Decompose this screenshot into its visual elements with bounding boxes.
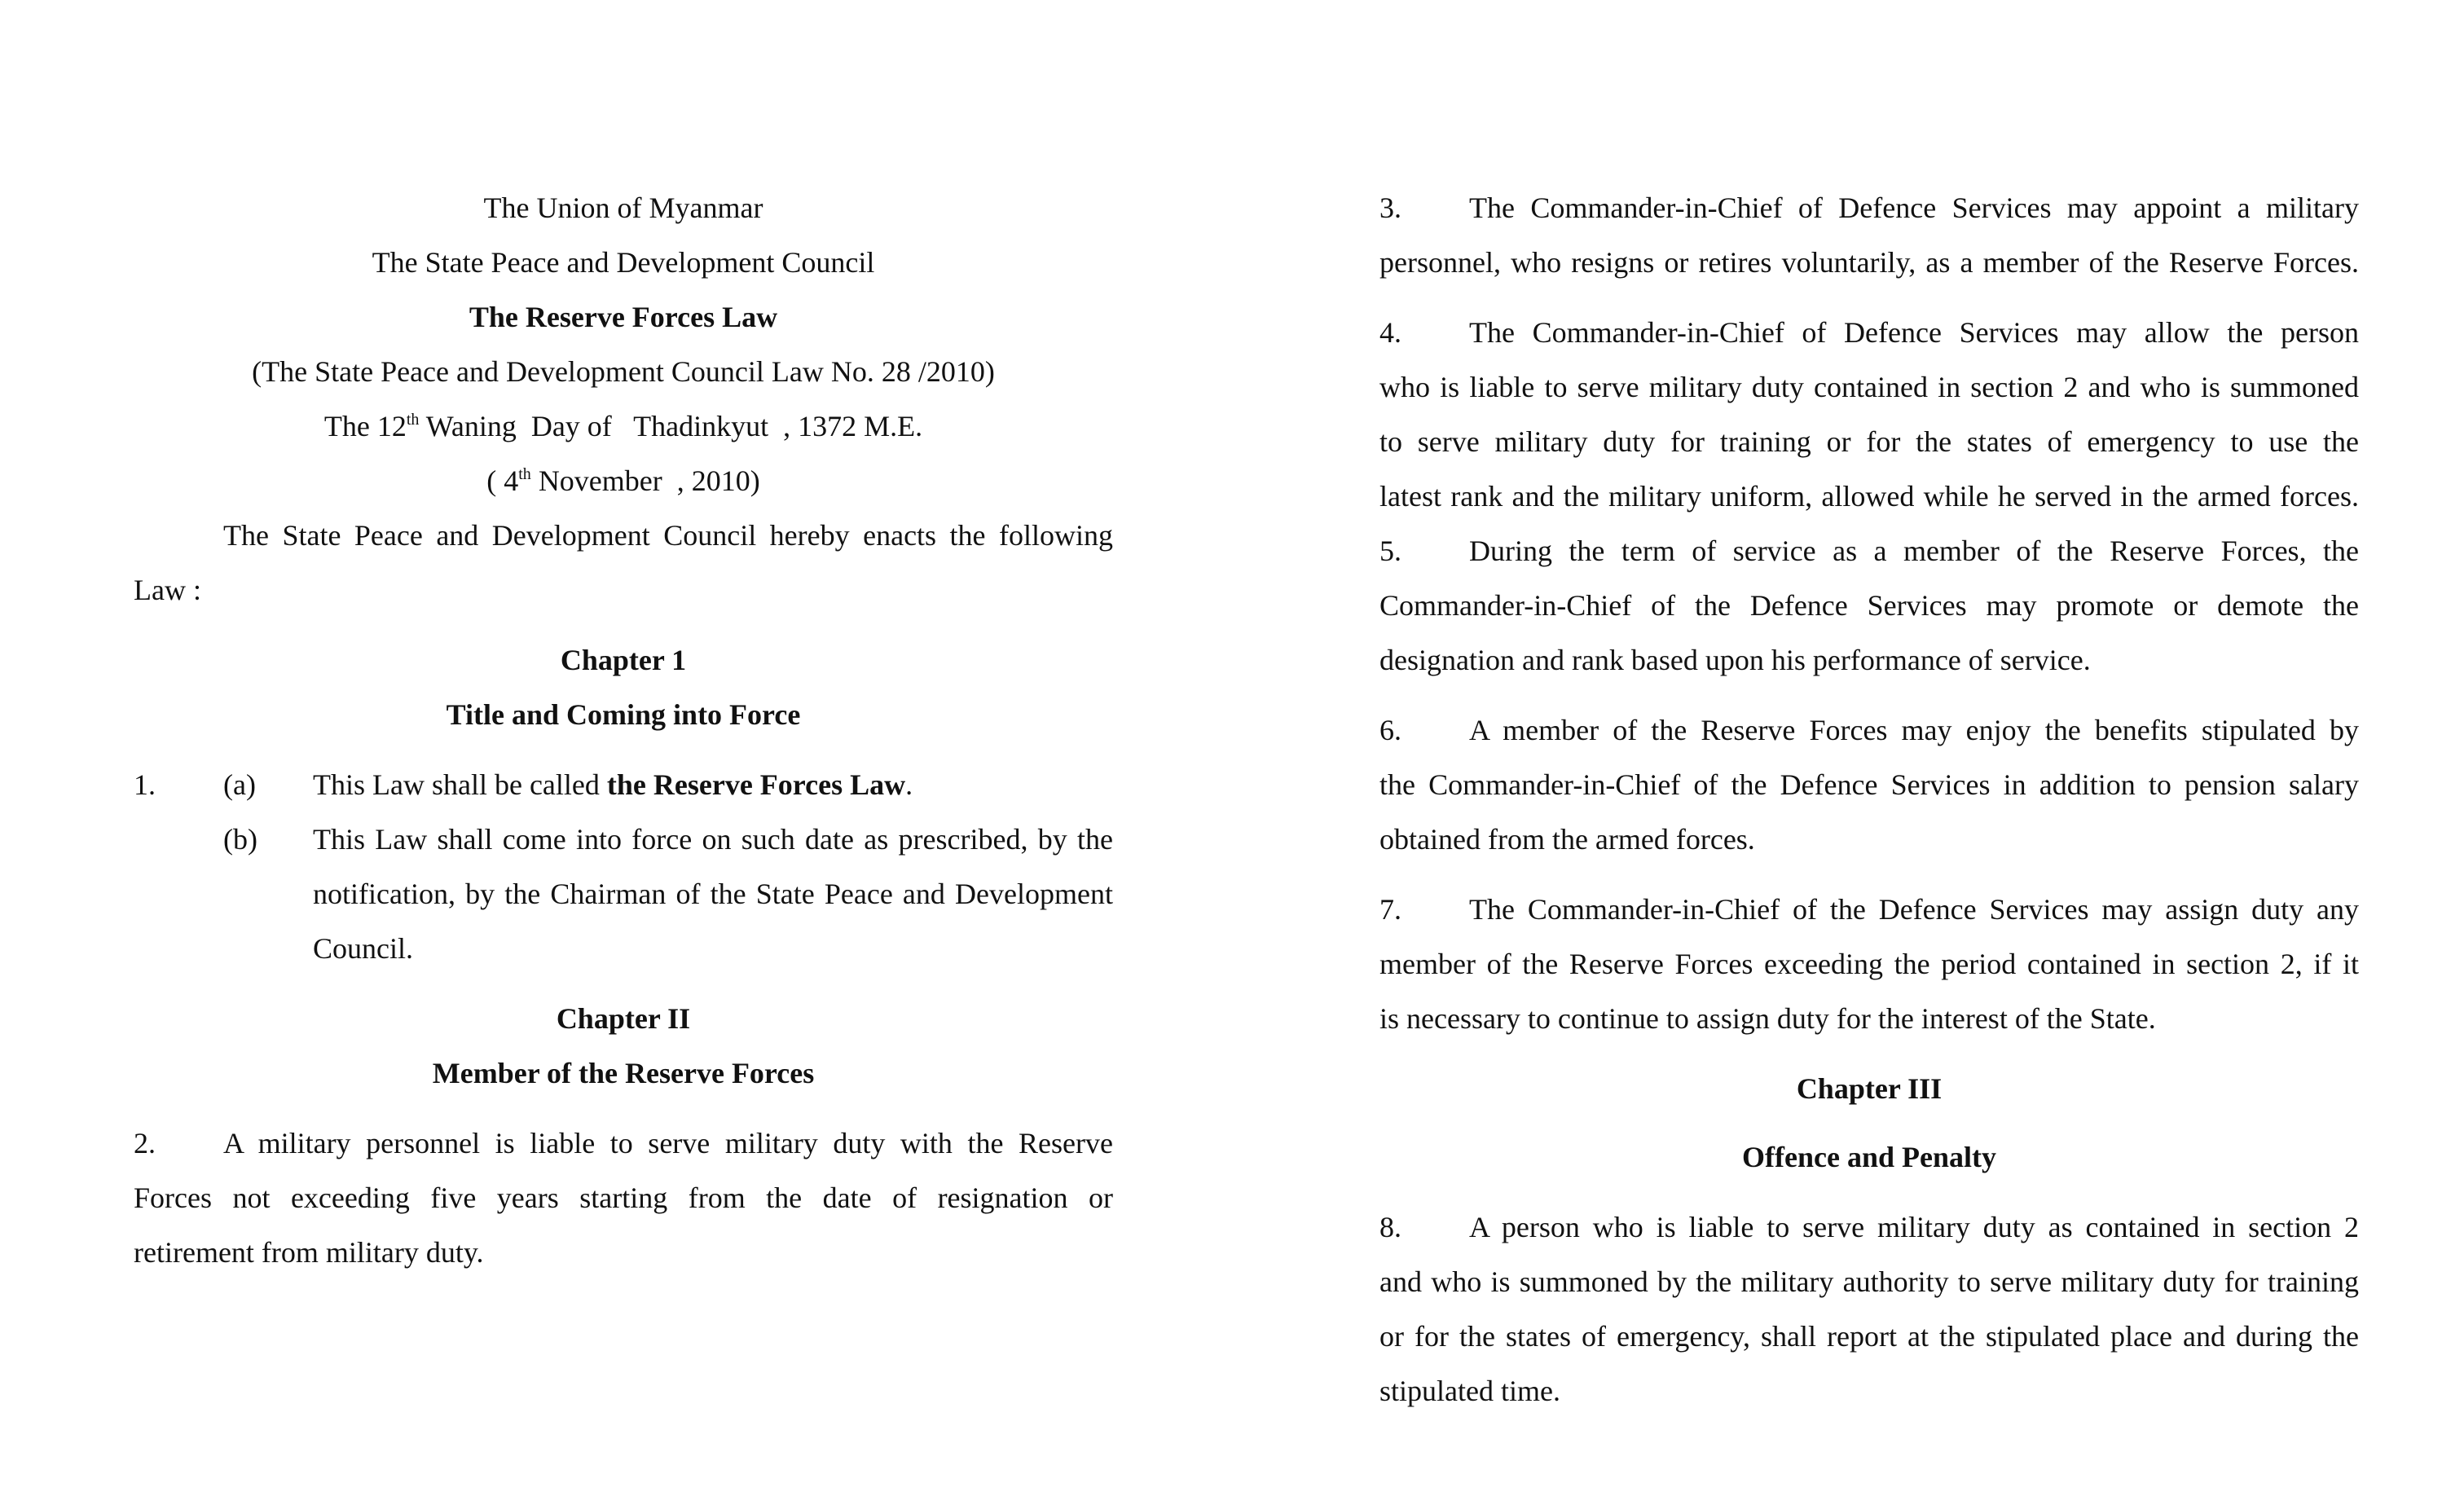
- section-1-number: 1.: [134, 768, 156, 801]
- gregorian-date-post: November , 2010): [530, 464, 760, 497]
- section-8-line-3: or for the states of emergency, shall report at the stipulated place and during the: [1379, 1320, 2359, 1353]
- section-2-line-2: Forces not exceeding five years starting from the date of resignation or: [134, 1181, 1113, 1214]
- myanmar-date-post: Waning Day of Thadinkyut , 1372 M.E.: [419, 410, 923, 442]
- section-6-number: 6.: [1379, 714, 1401, 746]
- section-1-b: [134, 812, 1113, 867]
- union-title: The Union of Myanmar: [483, 191, 763, 224]
- section-1-b-line-3: Council.: [313, 932, 413, 965]
- section-3-number: 3.: [1379, 191, 1401, 224]
- section-4-line-1: The Commander-in-Chief of Defence Services may allow the person: [1469, 316, 2359, 349]
- chapter-2-heading: Chapter II: [556, 1002, 691, 1035]
- section-6-line-1-row: [1379, 703, 2359, 758]
- law-title: The Reserve Forces Law: [469, 301, 778, 333]
- section-6-line-2: the Commander-in-Chief of the Defence Services in addition to pension salary: [1379, 768, 2359, 801]
- preamble-line-1: The State Peace and Development Council hereby enacts the following: [223, 519, 1113, 552]
- gregorian-date-pre: ( 4: [486, 464, 519, 497]
- chapter-1-heading: Chapter 1: [560, 644, 687, 676]
- chapter-3-heading: Chapter III: [1796, 1072, 1943, 1105]
- section-4-line-4: latest rank and the military uniform, allowed while he served in the armed forces.: [1379, 480, 2359, 513]
- section-1-b-line-1: This Law shall come into force on such date as prescribed, by the: [313, 823, 1113, 856]
- section-5-line-2: Commander-in-Chief of the Defence Services may promote or demote the: [1379, 589, 2359, 622]
- section-3-line-1: The Commander-in-Chief of Defence Services may appoint a military: [1469, 191, 2359, 224]
- section-1-a-label: (a): [223, 768, 256, 801]
- section-1-b-label: (b): [223, 823, 257, 856]
- gregorian-date-sup: th: [518, 465, 531, 483]
- section-1-a: [134, 758, 1113, 812]
- section-2-line-1: A military personnel is liable to serve military duty with the Reserve: [223, 1127, 1113, 1159]
- myanmar-date: [134, 399, 1113, 454]
- preamble-line-2: Law :: [134, 574, 201, 606]
- council-title: The State Peace and Development Council: [372, 246, 875, 279]
- section-1-a-text: This Law shall be called: [313, 768, 607, 801]
- section-5-line-1: During the term of service as a member of the Reserve Forces, the: [1469, 535, 2359, 567]
- section-1-a-law-name: the Reserve Forces Law: [606, 768, 906, 801]
- section-3-line-2: personnel, who resigns or retires voluntarily, as a member of the Reserve Forces.: [1379, 246, 2359, 279]
- section-3-line-1-row: [1379, 181, 2359, 235]
- section-7-line-1-row: [1379, 882, 2359, 937]
- section-8-line-4: stipulated time.: [1379, 1375, 1560, 1407]
- section-1-b-line-2: notification, by the Chairman of the State Peace and Development: [313, 878, 1113, 910]
- section-6-line-3: obtained from the armed forces.: [1379, 823, 1755, 856]
- section-8-number: 8.: [1379, 1211, 1401, 1243]
- section-4-line-1-row: [1379, 306, 2359, 360]
- section-4-number: 4.: [1379, 316, 1401, 349]
- section-8-line-1: A person who is liable to serve military duty as contained in section 2: [1469, 1211, 2359, 1243]
- section-2-line-3: retirement from military duty.: [134, 1236, 484, 1269]
- gregorian-date: [134, 454, 1113, 508]
- section-7-line-1: The Commander-in-Chief of the Defence Services may assign duty any: [1469, 893, 2359, 926]
- section-7-line-2: member of the Reserve Forces exceeding the period contained in section 2, if it: [1379, 948, 2359, 980]
- section-8-line-2: and who is summoned by the military authority to serve military duty for training: [1379, 1265, 2359, 1298]
- section-6-line-1: A member of the Reserve Forces may enjoy the benefits stipulated by: [1469, 714, 2359, 746]
- right-page: [1379, 181, 2359, 1419]
- section-5-line-3: designation and rank based upon his performance of service.: [1379, 644, 2091, 676]
- myanmar-date-sup: th: [406, 411, 420, 429]
- section-7-line-3: is necessary to continue to assign duty for the interest of the State.: [1379, 1002, 2156, 1035]
- section-4-line-3: to serve military duty for training or for the states of emergency to use the: [1379, 425, 2359, 458]
- section-5-number: 5.: [1379, 535, 1401, 567]
- section-2-number: 2.: [134, 1127, 156, 1159]
- chapter-2-subheading: Member of the Reserve Forces: [432, 1057, 815, 1089]
- left-page: [134, 181, 1113, 1280]
- section-8-line-1-row: [1379, 1200, 2359, 1255]
- law-number: (The State Peace and Development Council Law No. 28 /2010): [252, 355, 995, 388]
- chapter-3-subheading: Offence and Penalty: [1742, 1141, 1996, 1173]
- myanmar-date-pre: The 12: [323, 410, 407, 442]
- section-7-number: 7.: [1379, 893, 1401, 926]
- section-5-line-1-row: [1379, 524, 2359, 579]
- chapter-1-subheading: Title and Coming into Force: [446, 698, 801, 731]
- section-1-a-end: .: [905, 768, 913, 801]
- section-4-line-2: who is liable to serve military duty contained in section 2 and who is summoned: [1379, 371, 2359, 403]
- section-2-line-1-row: [134, 1116, 1113, 1171]
